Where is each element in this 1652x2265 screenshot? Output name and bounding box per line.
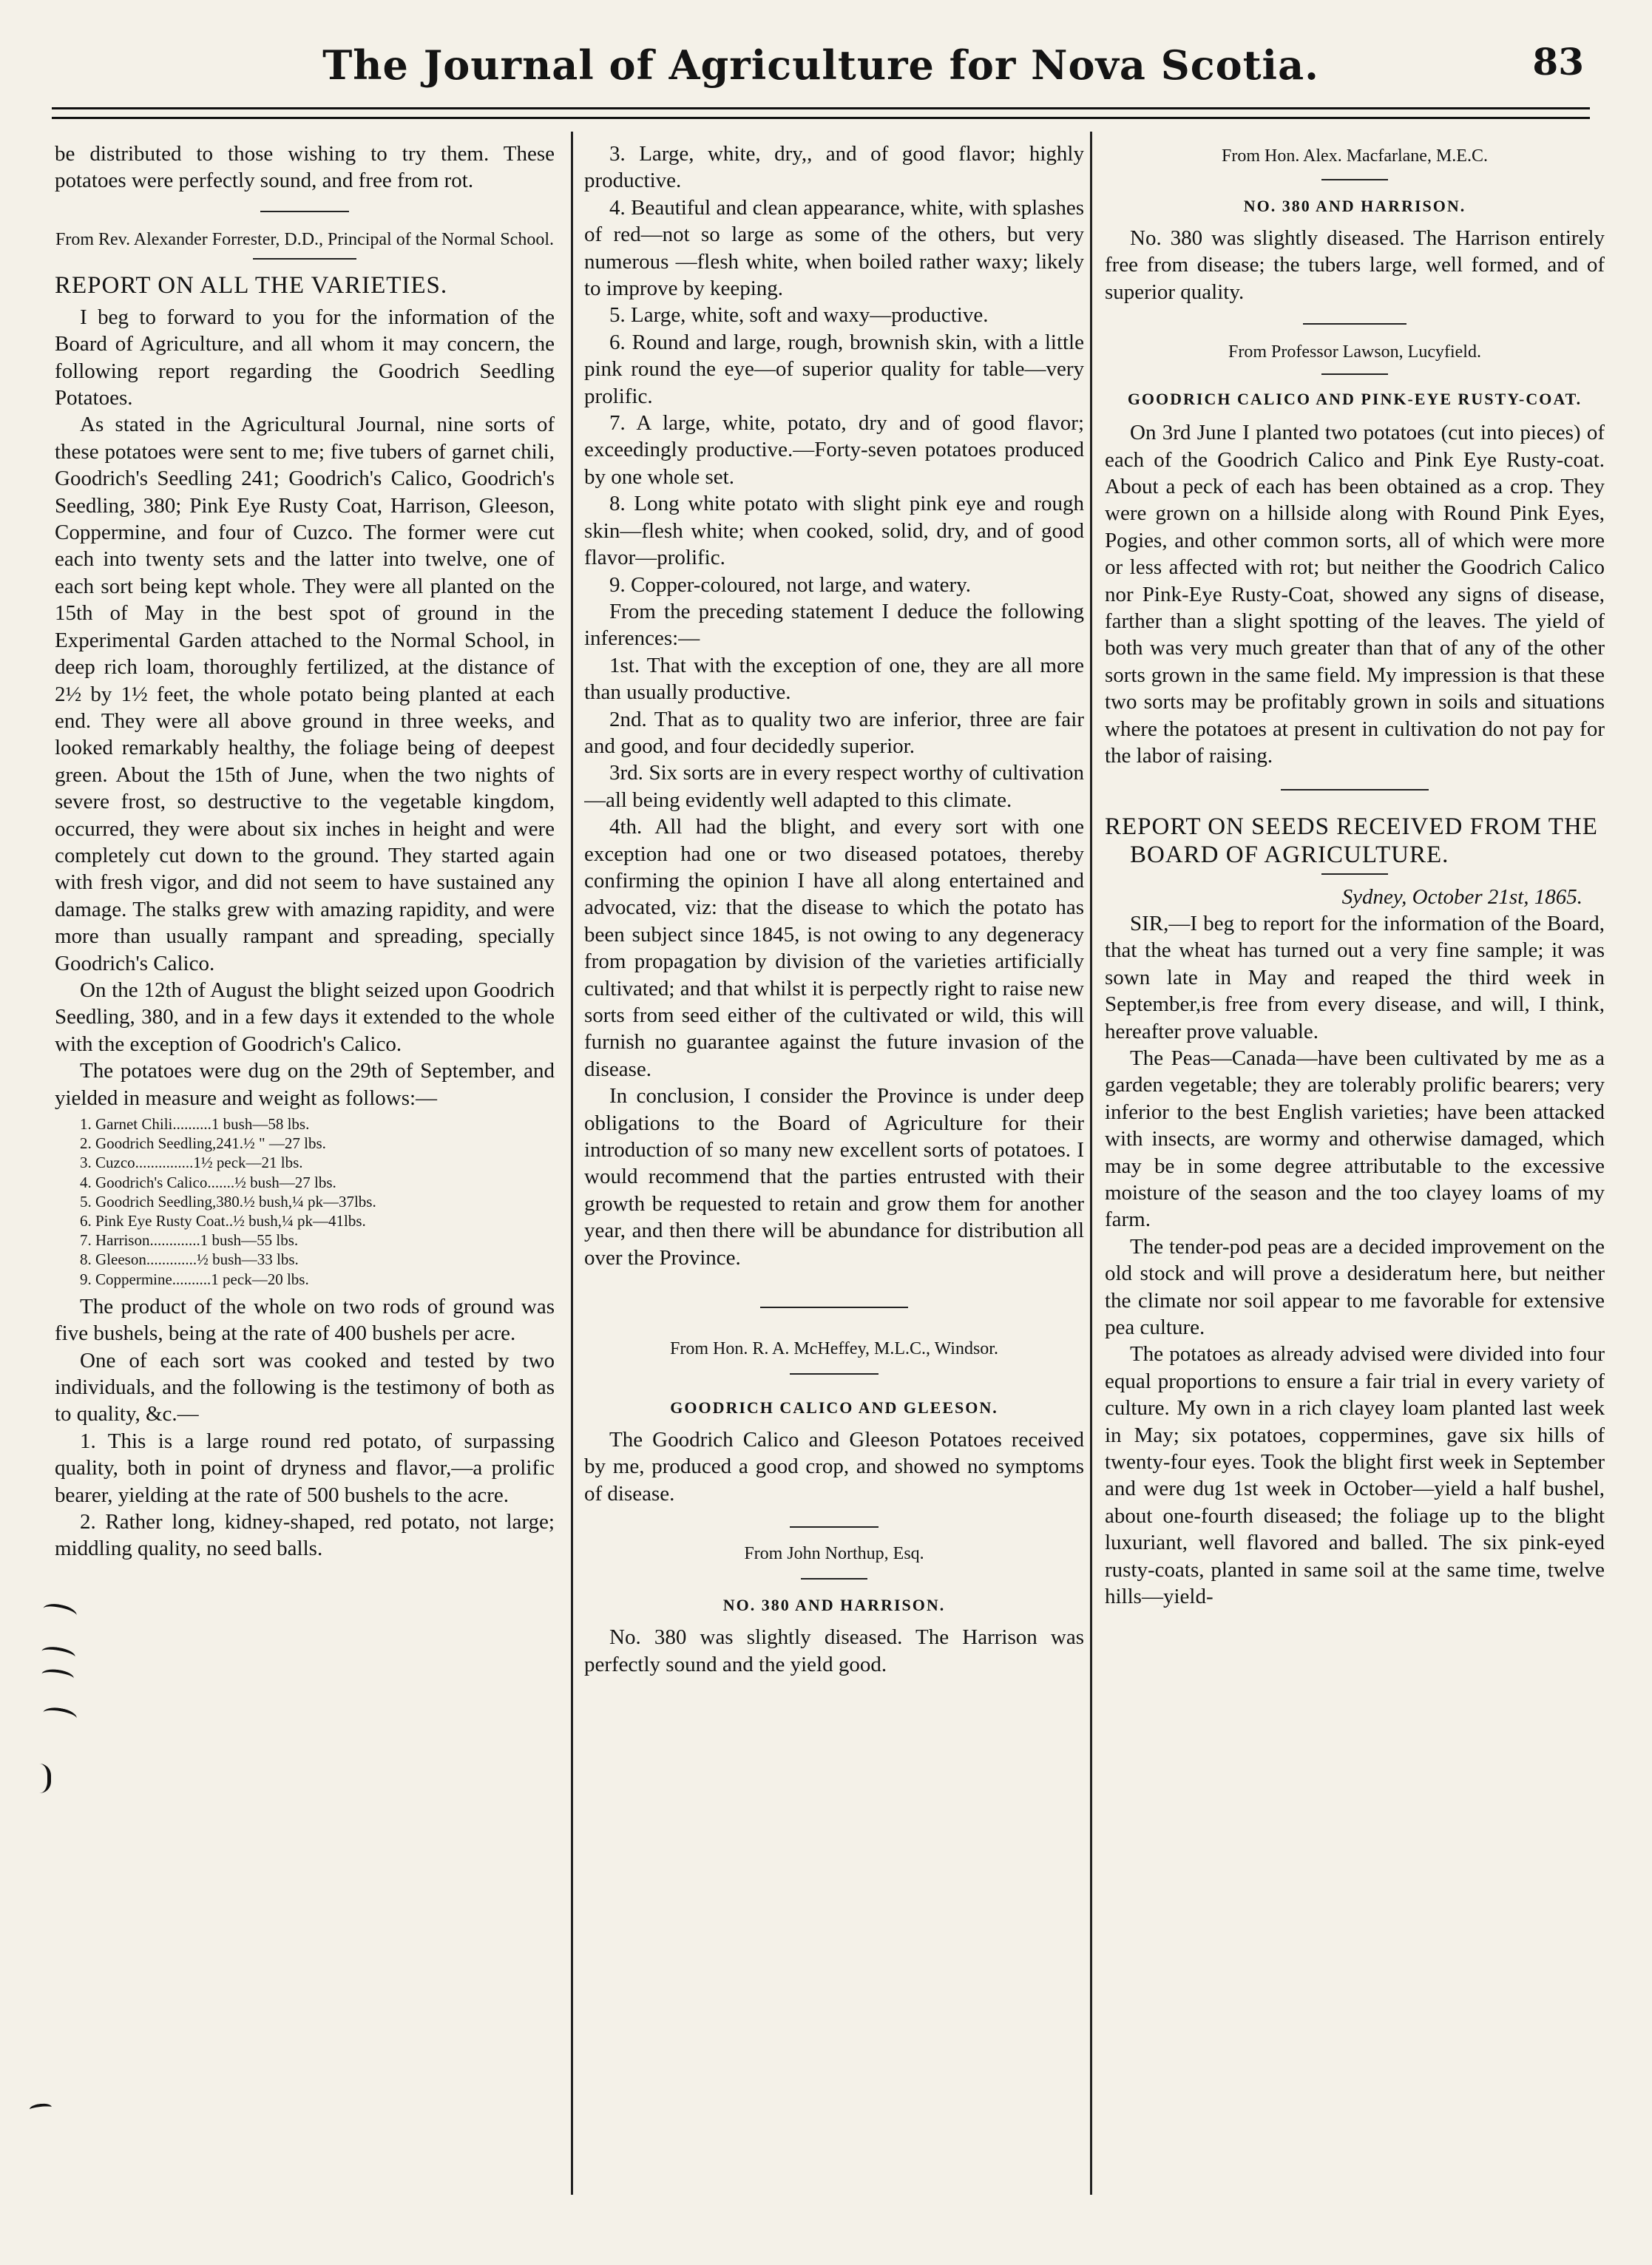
paragraph: The Peas—Canada—have been cultivated by me as a garden vegetable; they are tolerably prolific bearers; very inferior to the best English varieties; have been attacked with insects, are wormy and otherwise damaged, which may be in some degree attributable to the excessive moisture of the season and the too clayey loams of my farm. xyxy=(1105,1046,1605,1232)
byline-mcheffey: From Hon. R. A. McHeffey, M.L.C., Windsor. xyxy=(670,1339,998,1359)
heading-rule xyxy=(1321,873,1388,875)
handwritten-mark xyxy=(22,1764,51,1793)
paragraph: 2. Rather long, kidney-shaped, red potato, not large; middling quality, no seed balls. xyxy=(55,1510,555,1561)
paragraph: The tender-pod peas are a decided improvement on the old stock and will prove a desideratum here, but neither the climate nor soil appear to me favorable for extensive pea culture. xyxy=(1105,1234,1605,1339)
yield-item: 5. Goodrich Seedling,380.½ bush,¼ pk—37lbs. xyxy=(80,1192,376,1211)
byline-lawson: From Professor Lawson, Lucyfield. xyxy=(1228,342,1481,362)
paragraph: 1. This is a large round red potato, of surpassing quality, both in point of dryness and flavor,—a prolific bearer, yielding at the rate of 500 bushels to the acre. xyxy=(55,1429,555,1507)
yield-item: 3. Cuzco...............1½ peck—21 lbs. xyxy=(80,1154,303,1172)
paragraph: The Goodrich Calico and Gleeson Potatoes received by me, produced a good crop, and showed no symptoms of disease. xyxy=(584,1428,1084,1506)
paragraph: 4. Beautiful and clean appearance, white, with splashes of red—not so large as some of the others, but very numerous —flesh white, when boiled rather waxy; likely to improve by keeping. xyxy=(584,195,1084,301)
seeds-report-heading: REPORT ON SEEDS RECEIVED FROM THE BOARD OF AGRICULTURE. xyxy=(1105,813,1598,868)
paragraph: 9. Copper-coloured, not large, and watery. xyxy=(609,572,972,597)
column-1 xyxy=(55,140,555,2196)
paragraph: 6. Round and large, rough, brownish skin, with a little pink round the eye—of superior quality for table—very prolific. xyxy=(584,330,1084,408)
journal-title: The Journal of Agriculture for Nova Scotia. xyxy=(322,41,1319,89)
report-heading: REPORT ON ALL THE VARIETIES. xyxy=(55,271,448,299)
subheading-380-harrison: NO. 380 AND HARRISON. xyxy=(722,1596,946,1615)
column-2 xyxy=(584,140,1084,2196)
paragraph: 3. Large, white, dry,, and of good flavor; highly productive. xyxy=(584,142,1084,193)
subheading-380-harrison: NO. 380 AND HARRISON. xyxy=(1243,197,1466,215)
yield-item: 9. Coppermine..........1 peck—20 lbs. xyxy=(80,1270,309,1288)
column-3 xyxy=(1105,140,1605,2196)
handwritten-mark xyxy=(29,2102,52,2113)
paragraph: 3rd. Six sorts are in every respect worthy of cultivation—all being evidently well adapted to this climate. xyxy=(584,761,1084,812)
section-separator xyxy=(1303,323,1406,325)
section-separator xyxy=(1281,789,1429,790)
section-separator xyxy=(760,1307,908,1308)
heading-rule xyxy=(1321,179,1388,180)
page-header xyxy=(52,30,1590,111)
paragraph: No. 380 was slightly diseased. The Harrison entirely free from disease; the tubers large, well formed, and of superior quality. xyxy=(1105,226,1605,304)
paragraph: SIR,—I beg to report for the information of the Board, that the wheat has turned out a very fine sample; it was sown late in May and reaped the third week in September,is free from every disease, and will, I think, hereafter prove valuable. xyxy=(1105,911,1605,1043)
yield-list xyxy=(80,1114,555,1289)
paragraph: 5. Large, white, soft and waxy—productive. xyxy=(609,303,989,328)
paragraph: 8. Long white potato with slight pink eye and rough skin—flesh white; when cooked, solid, dry, and of good flavor—prolific. xyxy=(584,492,1084,570)
yield-item: 2. Goodrich Seedling,241.½ " —27 lbs. xyxy=(80,1134,326,1153)
byline-forrester: From Rev. Alexander Forrester, D.D., Principal of the Normal School. xyxy=(55,229,554,249)
paragraph: On 3rd June I planted two potatoes (cut into pieces) of each of the Goodrich Calico and Pink Eye Rusty-coat. About a peck of each has been obtained as a crop. They were grown on a hillside along with Round Pink Eyes, Pogies, and other common sorts, all of which were more or less affected with rot; but neither the Goodrich Calico nor Pink-Eye Rusty-Coat, showed any signs of disease, farther than a slight spotting of the leaves. The yield of both was very much greater than that of any of the other sorts grown in the same field. My impression is that these two sorts may be profitably grown in soils and situations where the potatoes at present in cultivation do not pay for the labor of raising. xyxy=(1105,421,1605,768)
subheading-calico-gleeson: GOODRICH CALICO AND GLEESON. xyxy=(670,1398,998,1418)
paragraph: In conclusion, I consider the Province is under deep obligations to the Board of Agriculture for their introduction of so many new excellent sorts of potatoes. I would recommend that the parties entrusted with their growth be requested to retain and grow them for another year, and then there will be abundance for distribution all over the Province. xyxy=(584,1084,1084,1270)
heading-rule xyxy=(1321,373,1388,375)
heading-rule xyxy=(801,1578,867,1580)
dateline: Sydney, October 21st, 1865. xyxy=(1341,884,1582,909)
paragraph: On the 12th of August the blight seized upon Goodrich Seedling, 380, and in a few days it extended to the whole with the exception of Goodrich's Calico. xyxy=(55,978,555,1056)
yield-item: 7. Harrison.............1 bush—55 lbs. xyxy=(80,1231,299,1250)
heading-rule xyxy=(253,258,356,260)
header-rule-bottom xyxy=(52,117,1590,119)
paragraph: I beg to forward to you for the information of the Board of Agriculture, and all whom it may concern, the following report regarding the Goodrich Seedling Potatoes. xyxy=(55,305,555,410)
heading-rule xyxy=(790,1373,879,1375)
subheading-calico-pinkeye: GOODRICH CALICO AND PINK-EYE RUSTY-COAT. xyxy=(1127,390,1582,409)
yield-item: 6. Pink Eye Rusty Coat..½ bush,¼ pk—41lbs. xyxy=(80,1212,366,1230)
yield-item: 1. Garnet Chili..........1 bush—58 lbs. xyxy=(80,1115,310,1133)
yield-item: 4. Goodrich's Calico.......½ bush—27 lbs. xyxy=(80,1173,336,1191)
paragraph: 4th. All had the blight, and every sort with one exception had one or two diseased potatoes, thereby confirming the opinion I have all along entertained and advocated, viz: that the disease to which the potato has been subject since 1845, is not owing to any degeneracy from propagation by division of the varieties artificially cultivated; and that whilst it is perpectly right to raise new sorts from seed either of the cultivated or wild, this will furnish no guarantee against the future invasion of the disease. xyxy=(584,815,1084,1081)
paragraph: The potatoes as already advised were divided into four equal proportions to ensure a fair trial in every variety of culture. My own in a rich clayey loam planted last week in May; six potatoes, coppermines, gave six hills of twenty-four eyes. Took the blight first week in September and were dug 1st week in October—yield a half bushel, about one-fourth diseased; the foliage up to the blight luxuriant, well flavored and balled. The six pink-eyed rusty-coats, planted in same soil at the same time, twelve hills—yield- xyxy=(1105,1342,1605,1609)
paragraph: 1st. That with the exception of one, they are all more than usually productive. xyxy=(584,653,1084,705)
paragraph: From the preceding statement I deduce the following inferences:— xyxy=(584,599,1084,651)
column-divider-2 xyxy=(1090,132,1092,2195)
paragraph: One of each sort was cooked and tested by two individuals, and the following is the testimony of both as to quality, &c.— xyxy=(55,1348,555,1426)
section-separator xyxy=(260,211,349,212)
paragraph: 2nd. That as to quality two are inferior, three are fair and good, and four decidedly superior. xyxy=(584,707,1084,758)
column-divider-1 xyxy=(571,132,573,2195)
page-number: 83 xyxy=(1532,40,1584,84)
yield-item: 8. Gleeson.............½ bush—33 lbs. xyxy=(80,1250,299,1269)
paragraph: The potatoes were dug on the 29th of September, and yielded in measure and weight as follows:— xyxy=(55,1059,555,1110)
byline-macfarlane: From Hon. Alex. Macfarlane, M.E.C. xyxy=(1222,146,1488,166)
paragraph: As stated in the Agricultural Journal, nine sorts of these potatoes were sent to me; five tubers of garnet chili, Goodrich's Seedling 241; Goodrich's Calico, Goodrich's Seedling, 380; Pink Eye Rusty Coat, Harrison, Gleeson, Coppermine, and four of Cuzco. The former were cut each into twenty sets and the latter into twelve, one of each sort being kept whole. They were all planted on the 15th of May in the best spot of ground in the Experimental Garden attached to the Normal School, in deep rich loam, thoroughly fertilized, at the distance of 2½ by 1½ feet, the whole potato being planted at each end. They were all above ground in three weeks, and looked remarkably healthy, the foliage being of deepest green. About the 15th of June, when the two nights of severe frost, so destructive to the vegetable kingdom, occurred, they were about six inches in height and were completely cut down to the ground. They started again with fresh vigor, and did not seem to have sustained any damage. The stalks grew with amazing rapidity, and were more than usually rampant and spreading, specially Goodrich's Calico. xyxy=(55,413,555,975)
paragraph: The product of the whole on two rods of ground was five bushels, being at the rate of 400 bushels per acre. xyxy=(55,1294,555,1346)
byline-northup: From John Northup, Esq. xyxy=(744,1544,924,1564)
section-separator xyxy=(790,1526,879,1528)
continued-paragraph: be distributed to those wishing to try them. These potatoes were perfectly sound, and free from rot. xyxy=(55,142,555,193)
header-rule-top xyxy=(52,107,1590,109)
paragraph: 7. A large, white, potato, dry and of good flavor; exceedingly productive.—Forty-seven potatoes produced by one whole set. xyxy=(584,411,1084,489)
paragraph: No. 380 was slightly diseased. The Harrison was perfectly sound and the yield good. xyxy=(584,1625,1084,1676)
